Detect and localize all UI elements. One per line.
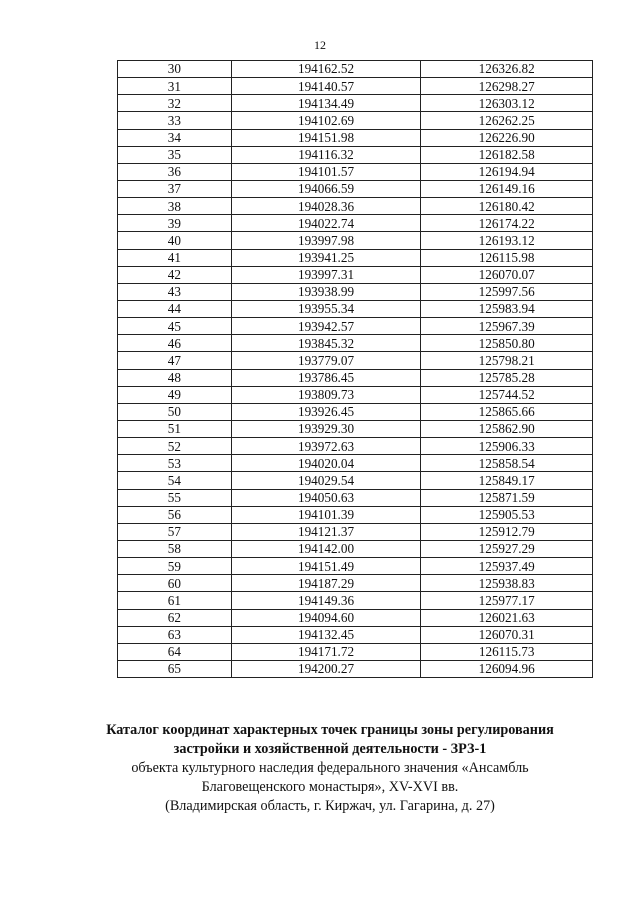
y-coordinate-cell: 126303.12 (421, 95, 593, 112)
table-row (118, 438, 593, 455)
x-coordinate-cell: 193942.57 (231, 318, 421, 335)
x-coordinate-cell: 194200.27 (231, 660, 421, 677)
table-row (118, 386, 593, 403)
y-coordinate-cell: 125938.83 (421, 575, 593, 592)
y-coordinate-cell: 126298.27 (421, 78, 593, 95)
point-number-cell: 64 (118, 643, 232, 660)
point-number-cell: 30 (118, 61, 232, 78)
point-number-cell: 60 (118, 575, 232, 592)
x-coordinate-cell: 194102.69 (231, 112, 421, 129)
table-row (118, 506, 593, 523)
table-row (118, 163, 593, 180)
y-coordinate-cell: 126070.31 (421, 626, 593, 643)
caption-object-line-1: объекта культурного наследия федерального значения «Ансамбль (131, 760, 529, 776)
x-coordinate-cell: 193809.73 (231, 386, 421, 403)
table-row (118, 403, 593, 420)
x-coordinate-cell: 194066.59 (231, 180, 421, 197)
point-number-cell: 47 (118, 352, 232, 369)
x-coordinate-cell: 194187.29 (231, 575, 421, 592)
page-number: 12 (314, 38, 326, 52)
point-number-cell: 51 (118, 420, 232, 437)
table-row (118, 592, 593, 609)
x-coordinate-cell: 193941.25 (231, 249, 421, 266)
y-coordinate-cell: 125977.17 (421, 592, 593, 609)
y-coordinate-cell: 126094.96 (421, 660, 593, 677)
point-number-cell: 34 (118, 129, 232, 146)
coordinates-table-body (118, 61, 593, 678)
table-row (118, 215, 593, 232)
y-coordinate-cell: 126174.22 (421, 215, 593, 232)
point-number-cell: 33 (118, 112, 232, 129)
x-coordinate-cell: 194140.57 (231, 78, 421, 95)
x-coordinate-cell: 193929.30 (231, 420, 421, 437)
table-row (118, 266, 593, 283)
caption-title-line-1: Каталог координат характерных точек границы зоны регулирования (106, 722, 554, 738)
y-coordinate-cell: 126149.16 (421, 180, 593, 197)
table-row (118, 540, 593, 557)
table-row (118, 472, 593, 489)
caption-object-line-2: Благовещенского монастыря», XV-XVI вв. (201, 779, 459, 795)
x-coordinate-cell: 194050.63 (231, 489, 421, 506)
point-number-cell: 55 (118, 489, 232, 506)
y-coordinate-cell: 126115.98 (421, 249, 593, 266)
table-row (118, 575, 593, 592)
point-number-cell: 50 (118, 403, 232, 420)
caption-title-line-2: застройки и хозяйственной деятельности - ЗРЗ-1 (173, 741, 487, 757)
point-number-cell: 61 (118, 592, 232, 609)
y-coordinate-cell: 125927.29 (421, 540, 593, 557)
x-coordinate-cell: 193786.45 (231, 369, 421, 386)
point-number-cell: 37 (118, 180, 232, 197)
catalog-caption (60, 721, 600, 816)
x-coordinate-cell: 194094.60 (231, 609, 421, 626)
point-number-cell: 58 (118, 540, 232, 557)
table-row (118, 523, 593, 540)
y-coordinate-cell: 125871.59 (421, 489, 593, 506)
point-number-cell: 48 (118, 369, 232, 386)
y-coordinate-cell: 125798.21 (421, 352, 593, 369)
x-coordinate-cell: 193997.98 (231, 232, 421, 249)
x-coordinate-cell: 193972.63 (231, 438, 421, 455)
table-row (118, 660, 593, 677)
x-coordinate-cell: 193997.31 (231, 266, 421, 283)
table-row (118, 558, 593, 575)
table-row (118, 146, 593, 163)
table-row (118, 232, 593, 249)
y-coordinate-cell: 126182.58 (421, 146, 593, 163)
x-coordinate-cell: 194134.49 (231, 95, 421, 112)
coordinates-table (117, 60, 593, 678)
x-coordinate-cell: 194029.54 (231, 472, 421, 489)
y-coordinate-cell: 125905.53 (421, 506, 593, 523)
point-number-cell: 56 (118, 506, 232, 523)
point-number-cell: 32 (118, 95, 232, 112)
x-coordinate-cell: 193938.99 (231, 283, 421, 300)
y-coordinate-cell: 126180.42 (421, 198, 593, 215)
point-number-cell: 41 (118, 249, 232, 266)
table-row (118, 455, 593, 472)
x-coordinate-cell: 193926.45 (231, 403, 421, 420)
table-row (118, 249, 593, 266)
table-row (118, 78, 593, 95)
y-coordinate-cell: 126115.73 (421, 643, 593, 660)
x-coordinate-cell: 194101.57 (231, 163, 421, 180)
table-row (118, 626, 593, 643)
point-number-cell: 40 (118, 232, 232, 249)
point-number-cell: 42 (118, 266, 232, 283)
y-coordinate-cell: 125967.39 (421, 318, 593, 335)
y-coordinate-cell: 125744.52 (421, 386, 593, 403)
point-number-cell: 46 (118, 335, 232, 352)
x-coordinate-cell: 194116.32 (231, 146, 421, 163)
table-row (118, 352, 593, 369)
x-coordinate-cell: 194149.36 (231, 592, 421, 609)
table-row (118, 643, 593, 660)
x-coordinate-cell: 194020.04 (231, 455, 421, 472)
point-number-cell: 45 (118, 318, 232, 335)
x-coordinate-cell: 194151.98 (231, 129, 421, 146)
caption-address: (Владимирская область, г. Киржач, ул. Гагарина, д. 27) (165, 798, 495, 814)
point-number-cell: 62 (118, 609, 232, 626)
y-coordinate-cell: 125997.56 (421, 283, 593, 300)
y-coordinate-cell: 126021.63 (421, 609, 593, 626)
point-number-cell: 52 (118, 438, 232, 455)
table-row (118, 95, 593, 112)
point-number-cell: 49 (118, 386, 232, 403)
x-coordinate-cell: 194151.49 (231, 558, 421, 575)
y-coordinate-cell: 126262.25 (421, 112, 593, 129)
table-row (118, 369, 593, 386)
point-number-cell: 57 (118, 523, 232, 540)
x-coordinate-cell: 193845.32 (231, 335, 421, 352)
y-coordinate-cell: 125865.66 (421, 403, 593, 420)
point-number-cell: 65 (118, 660, 232, 677)
point-number-cell: 43 (118, 283, 232, 300)
y-coordinate-cell: 126070.07 (421, 266, 593, 283)
y-coordinate-cell: 126226.90 (421, 129, 593, 146)
table-row (118, 609, 593, 626)
x-coordinate-cell: 194142.00 (231, 540, 421, 557)
point-number-cell: 44 (118, 300, 232, 317)
table-row (118, 318, 593, 335)
point-number-cell: 54 (118, 472, 232, 489)
y-coordinate-cell: 125850.80 (421, 335, 593, 352)
x-coordinate-cell: 194022.74 (231, 215, 421, 232)
y-coordinate-cell: 126326.82 (421, 61, 593, 78)
x-coordinate-cell: 194171.72 (231, 643, 421, 660)
point-number-cell: 39 (118, 215, 232, 232)
table-row (118, 198, 593, 215)
y-coordinate-cell: 126194.94 (421, 163, 593, 180)
y-coordinate-cell: 125849.17 (421, 472, 593, 489)
point-number-cell: 31 (118, 78, 232, 95)
y-coordinate-cell: 125862.90 (421, 420, 593, 437)
y-coordinate-cell: 125937.49 (421, 558, 593, 575)
point-number-cell: 38 (118, 198, 232, 215)
table-row (118, 489, 593, 506)
table-row (118, 180, 593, 197)
point-number-cell: 35 (118, 146, 232, 163)
table-row (118, 300, 593, 317)
table-row (118, 335, 593, 352)
y-coordinate-cell: 125785.28 (421, 369, 593, 386)
point-number-cell: 59 (118, 558, 232, 575)
point-number-cell: 53 (118, 455, 232, 472)
x-coordinate-cell: 193779.07 (231, 352, 421, 369)
table-row (118, 61, 593, 78)
y-coordinate-cell: 125906.33 (421, 438, 593, 455)
y-coordinate-cell: 125983.94 (421, 300, 593, 317)
point-number-cell: 36 (118, 163, 232, 180)
x-coordinate-cell: 194028.36 (231, 198, 421, 215)
x-coordinate-cell: 194132.45 (231, 626, 421, 643)
table-row (118, 129, 593, 146)
y-coordinate-cell: 125858.54 (421, 455, 593, 472)
table-row (118, 420, 593, 437)
x-coordinate-cell: 193955.34 (231, 300, 421, 317)
table-row (118, 112, 593, 129)
y-coordinate-cell: 125912.79 (421, 523, 593, 540)
x-coordinate-cell: 194101.39 (231, 506, 421, 523)
y-coordinate-cell: 126193.12 (421, 232, 593, 249)
x-coordinate-cell: 194162.52 (231, 61, 421, 78)
point-number-cell: 63 (118, 626, 232, 643)
table-row (118, 283, 593, 300)
x-coordinate-cell: 194121.37 (231, 523, 421, 540)
